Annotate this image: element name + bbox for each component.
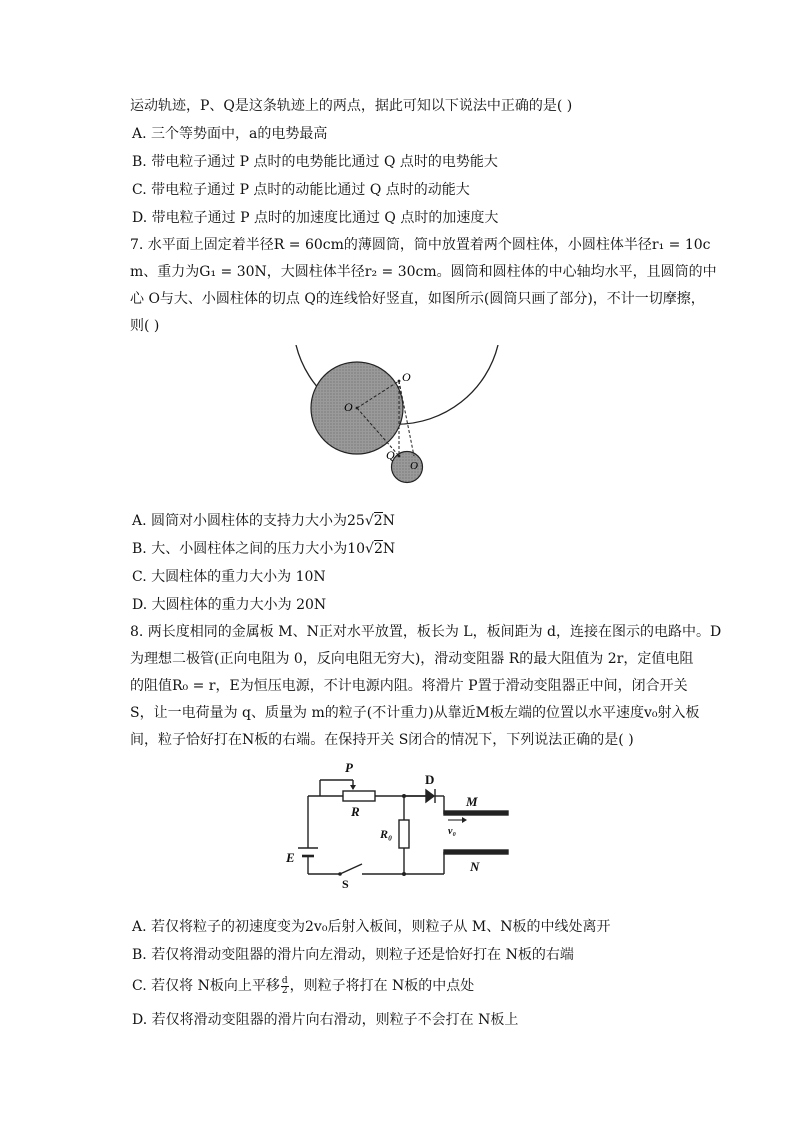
- label-r0: R₀: [380, 827, 393, 841]
- q7-cylinders-figure: [288, 345, 504, 487]
- r0-resistor: [399, 820, 409, 848]
- label-p: P: [345, 760, 353, 775]
- q7-option-d: D. 大圆柱体的重力大小为 20N: [132, 597, 327, 613]
- label-r: R: [351, 804, 360, 819]
- diode-triangle: [426, 790, 434, 802]
- q7-stem-line-2: m、重力为G₁ = 30N，大圆柱体半径r₂ = 30cm。圆筒和圆柱体的中心轴均水平，且圆筒的中: [130, 264, 717, 280]
- sqrt-sign: √: [364, 513, 374, 529]
- label-n: N: [470, 859, 480, 874]
- fraction-numerator: d: [281, 975, 288, 986]
- fraction-denominator: 2: [281, 985, 288, 996]
- q7-option-a-text: A. 圆筒对小圆柱体的支持力大小为25: [132, 513, 365, 529]
- q8-option-c: [132, 976, 474, 996]
- q8-option-d: D. 若仅将滑动变阻器的滑片向右滑动，则粒子不会打在 N板上: [132, 1012, 519, 1028]
- q8-option-a: A. 若仅将粒子的初速度变为2v₀后射入板间，则粒子从 M、N板的中线处离开: [132, 919, 611, 935]
- q7-option-a: [132, 511, 395, 531]
- q7-stem-line-4: 则( ): [130, 318, 160, 334]
- label-o2: O: [410, 460, 418, 472]
- q8-option-c-post: ，则粒子将打在 N板的中点处: [289, 978, 475, 994]
- label-s: S: [342, 877, 349, 891]
- rheostat-body: [343, 791, 375, 801]
- label-o: O: [402, 370, 411, 384]
- q7-option-c: C. 大圆柱体的重力大小为 10N: [132, 569, 326, 585]
- q7-option-a-unit: N: [382, 513, 395, 529]
- plate-n: [444, 850, 508, 854]
- label-d: D: [425, 772, 435, 787]
- q7-option-b-radicand: 2: [373, 541, 383, 557]
- switch-blade: [340, 864, 362, 874]
- q8-option-c-pre: C. 若仅将 N板向上平移: [132, 978, 280, 994]
- q6-option-a: A. 三个等势面中，a的电势最高: [132, 126, 328, 142]
- q7-option-b-text: B. 大、小圆柱体之间的压力大小为10: [132, 541, 366, 557]
- point-q: [398, 455, 401, 458]
- label-e: E: [286, 850, 295, 865]
- fraction-d-over-2: [281, 977, 289, 996]
- label-v0: v₀: [448, 826, 456, 837]
- label-m: M: [466, 794, 478, 809]
- label-o1: O: [344, 400, 353, 414]
- label-q: Q: [386, 448, 395, 462]
- q8-stem-line-4: S，让一电荷量为 q、质量为 m的粒子(不计重力)从靠近M板左端的位置以水平速度v₀射入板: [130, 705, 700, 721]
- q6-stem-tail: 运动轨迹，P、Q是这条轨迹上的两点，据此可知以下说法中正确的是( ): [130, 98, 573, 114]
- q8-stem-line-5: 间，粒子恰好打在N板的右端。在保持开关 S闭合的情况下，下列说法正确的是( ): [130, 732, 634, 748]
- q8-stem-line-2: 为理想二极管(正向电阻为 0，反向电阻无穷大)，滑动变阻器 R的最大阻值为 2r，定值电阻: [130, 651, 694, 667]
- point-o: [398, 380, 401, 383]
- q7-option-b-unit: N: [382, 541, 396, 557]
- point-o1: [356, 407, 359, 410]
- q8-option-b: B. 若仅将滑动变阻器的滑片向左滑动，则粒子还是恰好打在 N板的右端: [132, 947, 574, 963]
- q8-stem-line-3: 的阻值R₀ = r，E为恒压电源，不计电源内阻。将滑片 P置于滑动变阻器正中间，闭合开关: [130, 678, 688, 694]
- q8-circuit-figure: [280, 756, 512, 892]
- q6-option-c: C. 带电粒子通过 P 点时的动能比通过 Q 点时的动能大: [132, 182, 470, 198]
- q7-stem-line-3: 心 O与大、小圆柱体的切点 Q的连线恰好竖直，如图所示(圆筒只画了部分)，不计一切摩擦，: [130, 291, 705, 307]
- q8-stem-line-1: 8. 两长度相同的金属板 M、N正对水平放置，板长为 L，板间距为 d，连接在图示的电路中。D: [130, 624, 722, 640]
- q7-stem-line-1: 7. 水平面上固定着半径R = 60cm的薄圆筒，筒中放置着两个圆柱体，小圆柱体半径r₁ = 10c: [130, 237, 711, 253]
- q7-option-a-radicand: 2: [373, 513, 383, 529]
- sqrt-sign: √: [365, 541, 374, 557]
- q7-option-b: [132, 539, 395, 559]
- q6-option-d: D. 带电粒子通过 P 点时的加速度比通过 Q 点时的加速度大: [132, 210, 499, 226]
- q6-option-b: B. 带电粒子通过 P 点时的电势能比通过 Q 点时的电势能大: [132, 154, 498, 170]
- plate-m: [444, 811, 508, 815]
